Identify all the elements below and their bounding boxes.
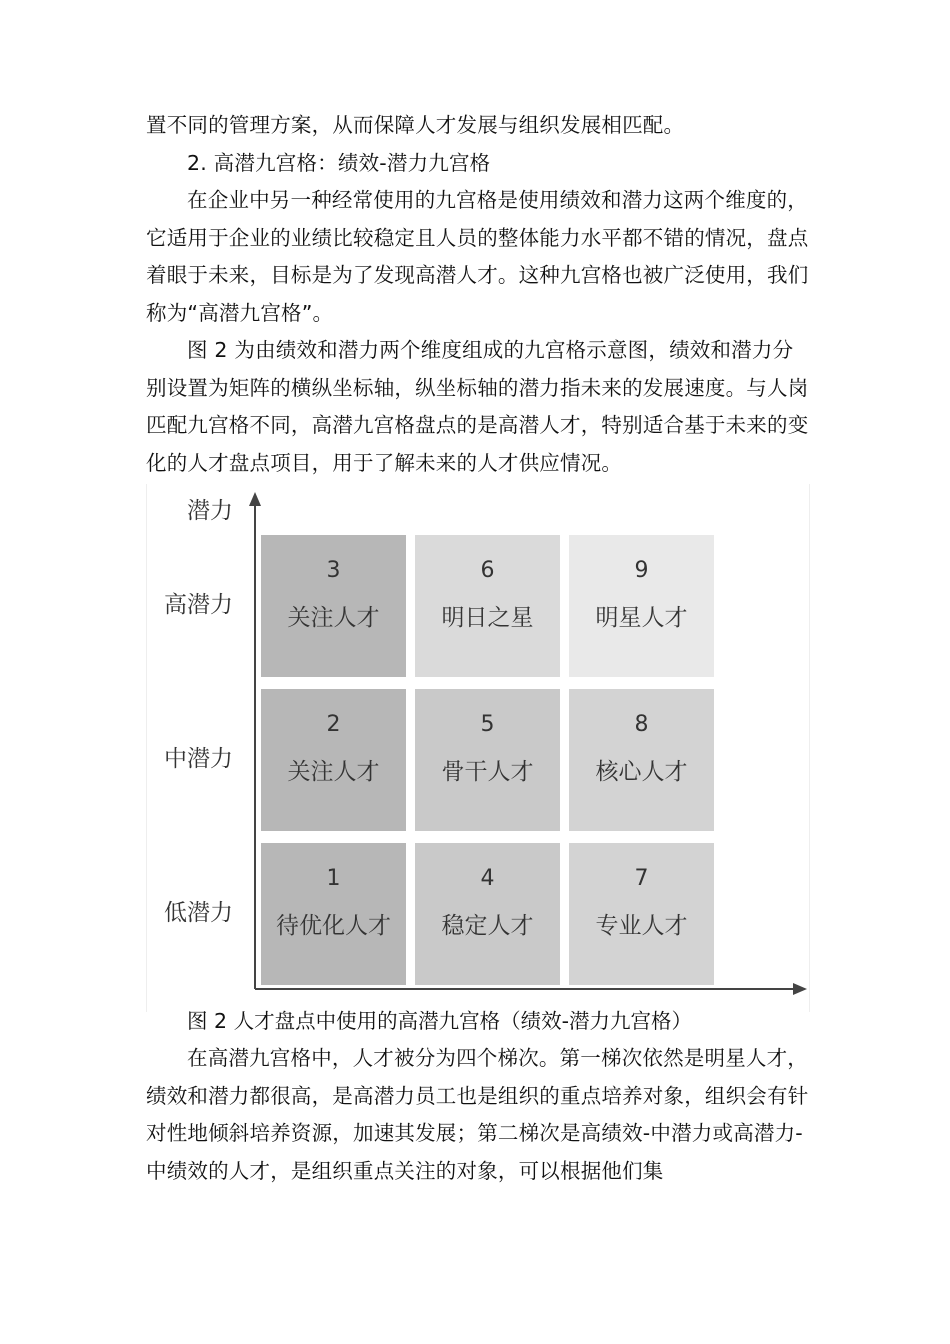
grid-cell-label: 核心人才: [595, 759, 688, 785]
grid-cell-3: [261, 535, 406, 677]
grid-cell-number: 6: [480, 558, 495, 583]
text-block-top: [146, 107, 811, 482]
grid-cell-label: 明日之星: [441, 605, 534, 631]
paragraph: 在高潜九宫格中，人才被分为四个梯次。第一梯次依然是明星人才，绩效和潜力都很高，是高潜力员工也是组织的重点培养对象，组织会有针对性地倾斜培养资源，加速其发展；第二梯次是高绩效-中潜力或高潜力-中绩效的人才，是组织重点关注的对象，可以根据他们集: [146, 1046, 809, 1183]
row-label-low: 低潜力: [164, 900, 233, 926]
grid-cell-label: 专业人才: [595, 913, 688, 939]
section-heading: 2. 高潜九宫格：绩效-潜力九宫格: [187, 150, 491, 175]
grid-cell-number: 7: [634, 866, 649, 891]
grid-cell-label: 稳定人才: [441, 913, 534, 939]
grid-cell-9: [569, 535, 714, 677]
grid-cell-4: [415, 843, 560, 985]
row-label-high: 高潜力: [164, 592, 233, 618]
grid-cell-number: 8: [634, 712, 649, 737]
grid-cell-number: 3: [326, 558, 341, 583]
grid-cell-number: 1: [326, 866, 341, 891]
grid-cell-5: [415, 689, 560, 831]
paragraph: 图 2 为由绩效和潜力两个维度组成的九宫格示意图，绩效和潜力分别设置为矩阵的横纵坐标轴，纵坐标轴的潜力指未来的发展速度。与人岗匹配九宫格不同，高潜九宫格盘点的是高潜人才，特别适合基于未来的变化的人才盘点项目，用于了解未来的人才供应情况。: [146, 338, 809, 475]
grid-cell-number: 2: [326, 712, 341, 737]
grid-cell-number: 9: [634, 558, 649, 583]
grid-cells: [261, 535, 714, 985]
nine-box-figure: [146, 484, 810, 1012]
x-axis-arrow-icon: [793, 983, 807, 995]
text-block-bottom: [146, 1040, 811, 1190]
grid-cell-label: 明星人才: [595, 605, 688, 631]
grid-cell-2: [261, 689, 406, 831]
figure-caption: 图 2 人才盘点中使用的高潜九宫格（绩效-潜力九宫格）: [187, 1009, 692, 1033]
grid-cell-8: [569, 689, 714, 831]
grid-cell-number: 4: [480, 866, 495, 891]
nine-box-grid: [147, 484, 809, 1012]
y-axis-arrow-icon: [249, 492, 261, 506]
grid-cell-label: 关注人才: [287, 759, 380, 785]
grid-cell-label: 骨干人才: [441, 759, 534, 785]
grid-cell-1: [261, 843, 406, 985]
paragraph: 在企业中另一种经常使用的九宫格是使用绩效和潜力这两个维度的，它适用于企业的业绩比较稳定且人员的整体能力水平都不错的情况，盘点着眼于未来，目标是为了发现高潜人才。这种九宫格也被广泛使用，我们称为“高潜九宫格”。: [146, 188, 809, 325]
grid-cell-7: [569, 843, 714, 985]
paragraph-continued: 置不同的管理方案，从而保障人才发展与组织发展相匹配。: [146, 113, 685, 137]
row-label-mid: 中潜力: [164, 746, 233, 772]
grid-cell-label: 待优化人才: [276, 913, 391, 939]
grid-cell-label: 关注人才: [287, 605, 380, 631]
y-axis-label: 潜力: [187, 498, 233, 524]
grid-cell-number: 5: [480, 712, 495, 737]
grid-cell-6: [415, 535, 560, 677]
